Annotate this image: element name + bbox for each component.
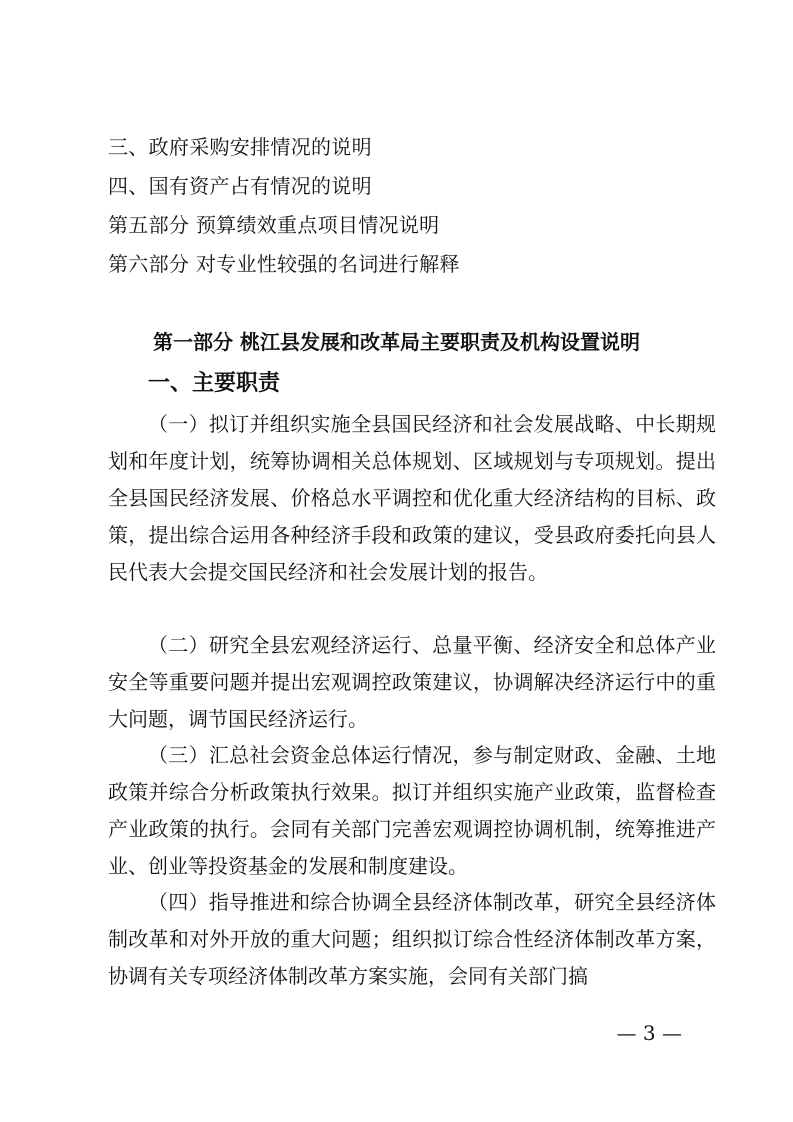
paragraph-duty-1: （一）拟订并组织实施全县国民经济和社会发展战略、中长期规划和年度计划，统筹协调相关总体规划、区域规划与专项规划。提出全县国民经济发展、价格总水平调控和优化重大经济结构的目标、政策，提出综合运用各种经济手段和政策的建议，受县政府委托向县人民代表大会提交国民经济和社会发展计划的报告。 [108,412,716,584]
section-heading: 一、主要职责 [148,371,281,396]
paragraph-duty-2: （二）研究全县宏观经济运行、总量平衡、经济安全和总体产业安全等重要问题并提出宏观调控政策建议，协调解决经济运行中的重大问题，调节国民经济运行。 [108,633,716,731]
toc-item-state-assets: 四、国有资产占有情况的说明 [108,174,372,198]
toc-item-part-six: 第六部分 对专业性较强的名词进行解释 [108,252,460,276]
toc-item-procurement: 三、政府采购安排情况的说明 [108,135,372,159]
page-number: — 3 — [616,1021,682,1045]
toc-item-part-five: 第五部分 预算绩效重点项目情况说明 [108,213,440,237]
paragraph-duty-3: （三）汇总社会资金总体运行情况，参与制定财政、金融、土地政策并综合分析政策执行效果。拟订并组织实施产业政策，监督检查产业政策的执行。会同有关部门完善宏观调控协调机制，统筹推进产业、创业等投资基金的发展和制度建设。 [108,743,716,878]
paragraph-duty-4: （四）指导推进和综合协调全县经济体制改革，研究全县经济体制改革和对外开放的重大问题；组织拟订综合性经济体制改革方案，协调有关专项经济体制改革方案实施，会同有关部门搞 [108,890,716,988]
part-title: 第一部分 桃江县发展和改革局主要职责及机构设置说明 [153,330,640,354]
